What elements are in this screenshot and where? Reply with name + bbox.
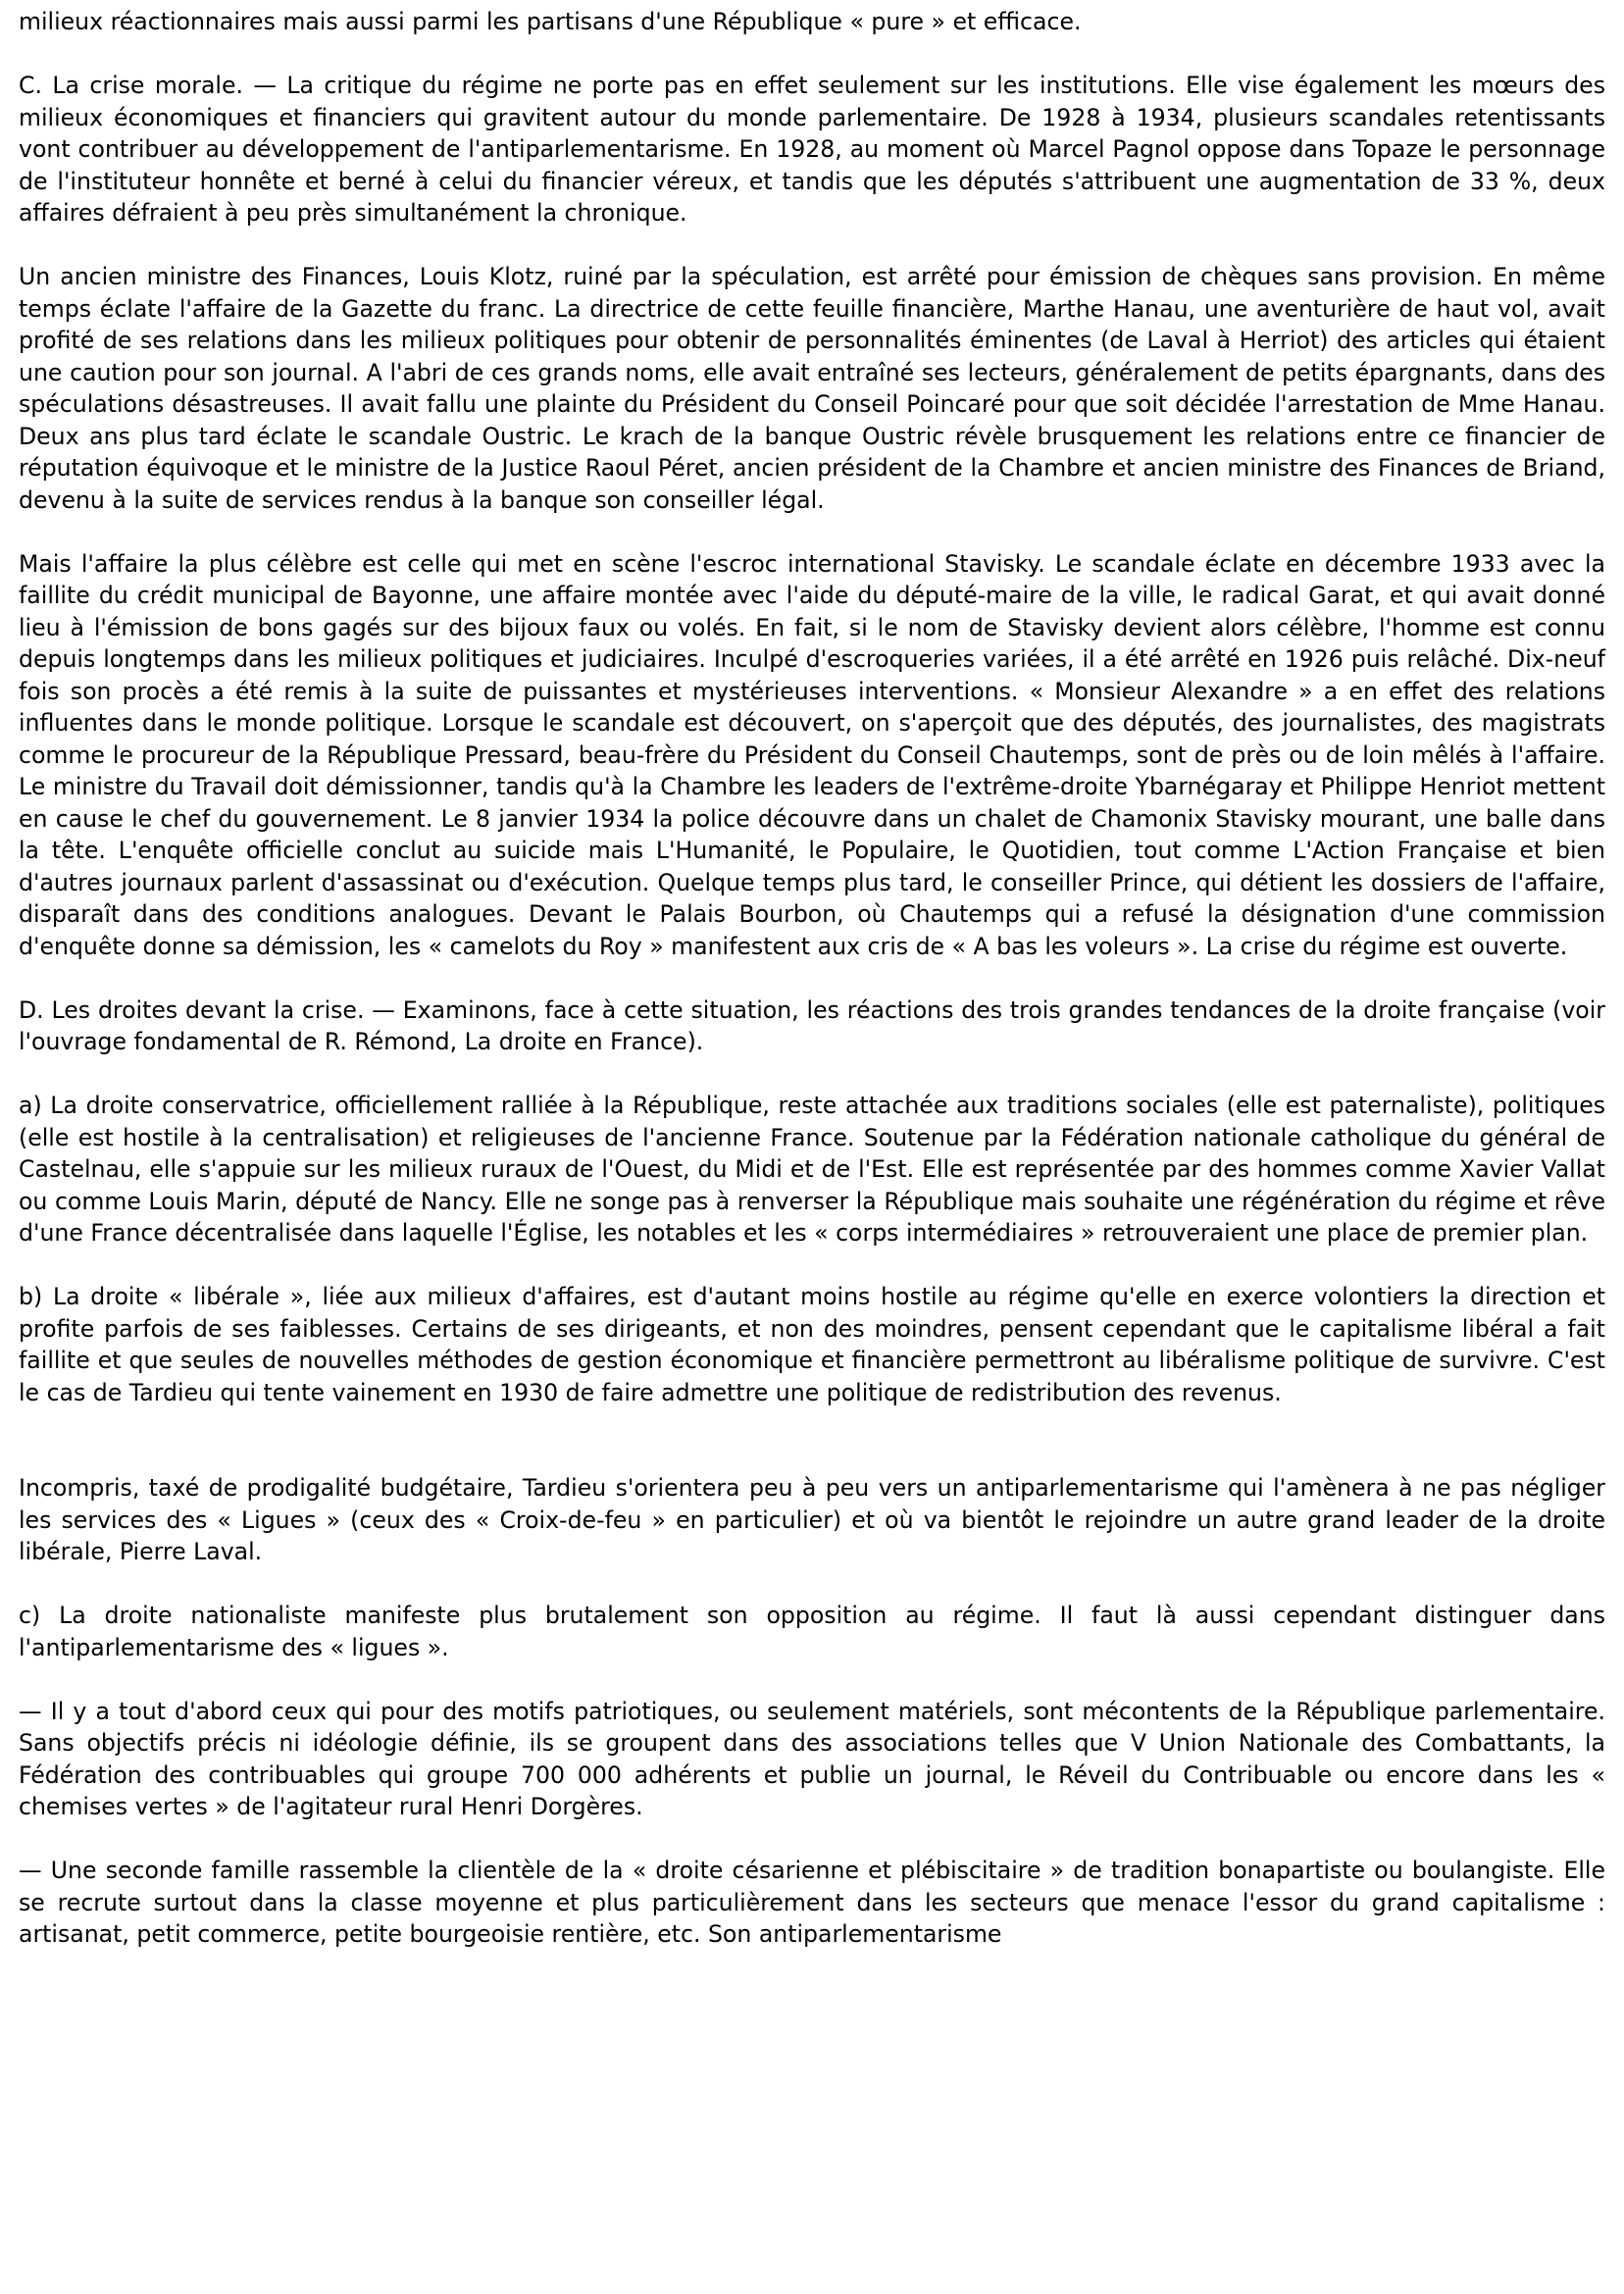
paragraph-intro-continuation: milieux réactionnaires mais aussi parmi les partisans d'une République « pure » et efficace.: [19, 8, 1082, 35]
paragraph-stavisky: Mais l'affaire la plus célèbre est celle qui met en scène l'escroc international Stavisky. Le scandale éclate en décembre 1933 avec la faillite du crédit municipal de Bayonne, une affaire montée avec l'aide du député-maire de la ville, le radical Garat, et qui avait donné lieu à l'émission de bons gagés sur des bijoux faux ou volés. En fait, si le nom de Stavisky devient alors célèbre, l'homme est connu depuis longtemps dans les milieux politiques et judiciaires. Inculpé d'escroqueries variées, il a été arrêté en 1926 puis relâché. Dix-neuf fois son procès a été remis à la suite de puissantes et mystérieuses interventions. « Monsieur Alexandre » a en effet des relations influentes dans le monde politique. Lorsque le scandale est découvert, on s'aperçoit que des députés, des journalistes, des magistrats comme le procureur de la République Pressard, beau-frère du Président du Conseil Chautemps, sont de près ou de loin mêlés à l'affaire. Le ministre du Travail doit démissionner, tandis qu'à la Chambre les leaders de l'extrême-droite Ybarnégaray et Philippe Henriot mettent en cause le chef du gouvernement. Le 8 janvier 1934 la police découvre dans un chalet de Chamonix Stavisky mourant, une balle dans la tête. L'enquête officielle conclut au suicide mais L'Humanité, le Populaire, le Quotidien, tout comme L'Action Française et bien d'autres journaux parlent d'assassinat ou d'exécution. Quelque temps plus tard, le conseiller Prince, qui détient les dossiers de l'affaire, disparaît dans des conditions analogues. Devant le Palais Bourbon, où Chautemps qui a refusé la désignation d'une commission d'enquête donne sa démission, les « camelots du Roy » manifestent aux cris de « A bas les voleurs ». La crise du régime est ouverte.: [19, 549, 1605, 960]
paragraph-tardieu-laval: Incompris, taxé de prodigalité budgétaire, Tardieu s'orientera peu à peu vers un antiparlementarisme qui l'amènera à ne pas négliger les services des « Ligues » (ceux des « Croix-de-feu » en particulier) et où va bientôt le rejoindre un autre grand leader de la droite libérale, Pierre Laval.: [19, 1474, 1605, 1565]
paragraph-droite-conservatrice: a) La droite conservatrice, officiellement ralliée à la République, reste attachée aux traditions sociales (elle est paternaliste), politiques (elle est hostile à la centralisation) et religieuses de l'ancienne France. Soutenue par la Fédération nationale catholique du général de Castelnau, elle s'appuie sur les milieux ruraux de l'Ouest, du Midi et de l'Est. Elle est représentée par des hommes comme Xavier Vallat ou comme Louis Marin, député de Nancy. Elle ne songe pas à renverser la République mais souhaite une régénération du régime et rêve d'une France décentralisée dans laquelle l'Église, les notables et les « corps intermédiaires » retrouveraient une place de premier plan.: [19, 1092, 1605, 1247]
paragraph-premiere-famille: — Il y a tout d'abord ceux qui pour des motifs patriotiques, ou seulement matériels, sont mécontents de la République parlementaire. Sans objectifs précis ni idéologie définie, ils se groupent dans des associations telles que V Union Nationale des Combattants, la Fédération des contribuables qui groupe 700 000 adhérents et publie un journal, le Réveil du Contribuable ou encore dans les « chemises vertes » de l'agitateur rural Henri Dorgères.: [19, 1697, 1605, 1820]
document-page: [19, 6, 1605, 1982]
paragraph-klotz-hanau-oustric: Un ancien ministre des Finances, Louis Klotz, ruiné par la spéculation, est arrêté pour émission de chèques sans provision. En même temps éclate l'affaire de la Gazette du franc. La directrice de cette feuille financière, Marthe Hanau, une aventurière de haut vol, avait profité de ses relations dans les milieux politiques pour obtenir de personnalités éminentes (de Laval à Herriot) des articles qui étaient une caution pour son journal. A l'abri de ces grands noms, elle avait entraîné ses lecteurs, généralement de petits épargnants, dans des spéculations désastreuses. Il avait fallu une plainte du Président du Conseil Poincaré pour que soit décidée l'arrestation de Mme Hanau. Deux ans plus tard éclate le scandale Oustric. Le krach de la banque Oustric révèle brusquement les relations entre ce financier de réputation équivoque et le ministre de la Justice Raoul Péret, ancien président de la Chambre et ancien ministre des Finances de Briand, devenu à la suite de services rendus à la banque son conseiller légal.: [19, 263, 1605, 514]
paragraph-droite-liberale: b) La droite « libérale », liée aux milieux d'affaires, est d'autant moins hostile au régime qu'elle en exerce volontiers la direction et profite parfois de ses faiblesses. Certains de ses dirigeants, et non des moindres, pensent cependant que le capitalisme libéral a fait faillite et que seules de nouvelles méthodes de gestion économique et financière permettront au libéralisme politique de survivre. C'est le cas de Tardieu qui tente vainement en 1930 de faire admettre une politique de redistribution des revenus.: [19, 1283, 1605, 1406]
paragraph-droite-nationaliste: c) La droite nationaliste manifeste plus brutalement son opposition au régime. Il faut là aussi cependant distinguer dans l'antiparlementarisme des « ligues ».: [19, 1602, 1605, 1661]
paragraph-crise-morale: C. La crise morale. — La critique du régime ne porte pas en effet seulement sur les institutions. Elle vise également les mœurs des milieux économiques et financiers qui gravitent autour du monde parlementaire. De 1928 à 1934, plusieurs scandales retentissants vont contribuer au développement de l'antiparlementarisme. En 1928, au moment où Marcel Pagnol oppose dans Topaze le personnage de l'instituteur honnête et berné à celui du financier véreux, et tandis que les députés s'attribuent une augmentation de 33 %, deux affaires défraient à peu près simultanément la chronique.: [19, 72, 1605, 227]
paragraph-seconde-famille: — Une seconde famille rassemble la clientèle de la « droite césarienne et plébiscitaire » de tradition bonapartiste ou boulangiste. Elle se recrute surtout dans la classe moyenne et plus particulièrement dans les secteurs que menace l'essor du grand capitalisme : artisanat, petit commerce, petite bourgeoisie rentière, etc. Son antiparlementarisme: [19, 1857, 1605, 1948]
paragraph-droites-devant-la-crise: D. Les droites devant la crise. — Examinons, face à cette situation, les réactions des trois grandes tendances de la droite française (voir l'ouvrage fondamental de R. Rémond, La droite en France).: [19, 995, 1605, 1055]
